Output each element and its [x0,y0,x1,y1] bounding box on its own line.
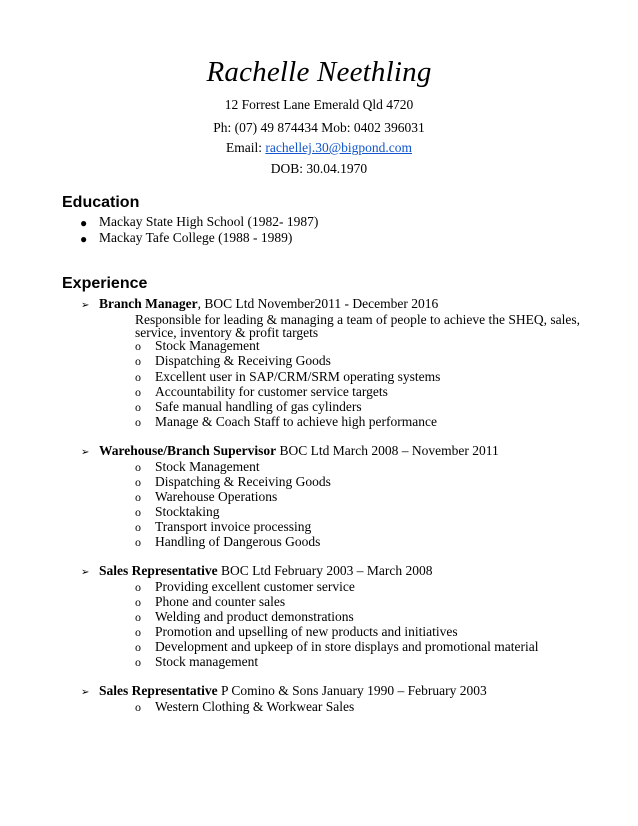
circle-bullet-icon: o [135,655,141,669]
job-bullet: Dispatching & Receiving Goods [155,474,331,489]
circle-bullet-icon: o [135,580,141,594]
circle-bullet-icon: o [135,385,141,399]
job-bullet: Safe manual handling of gas cylinders [155,399,362,414]
job-bullet: Warehouse Operations [155,489,278,504]
candidate-name: Rachelle Neethling [206,56,432,88]
circle-bullet-icon: o [135,475,141,489]
job-bullet: Phone and counter sales [155,594,286,609]
circle-bullet-icon: o [135,490,141,504]
job-details: BOC Ltd March 2008 – November 2011 [276,443,499,458]
address: 12 Forrest Lane Emerald Qld 4720 [224,97,414,112]
phone: Ph: (07) 49 874434 Mob: 0402 396031 [213,120,425,135]
job-bullet: Welding and product demonstrations [155,609,354,624]
job-bullet: Promotion and upselling of new products and initiatives [155,624,458,639]
circle-bullet-icon: o [135,640,141,654]
job-title-line [99,563,432,579]
email-link[interactable]: rachellej.30@bigpond.com [265,140,413,155]
job-bullet: Stock Management [155,338,260,353]
job-bullet: Development and upkeep of in store displays and promotional material [155,639,539,654]
circle-bullet-icon: o [135,520,141,534]
circle-bullet-icon: o [135,460,141,474]
job-details: , BOC Ltd November2011 - December 2016 [197,296,439,311]
circle-bullet-icon: o [135,415,141,429]
arrow-bullet-icon: ➢ [81,687,90,698]
email-line [0,140,638,156]
bullet-dot-icon: ● [80,216,88,230]
job-bullet: Accountability for customer service targets [155,384,388,399]
education-item-text: Mackay Tafe College (1988 - 1989) [99,230,293,245]
job-bullet: Western Clothing & Workwear Sales [155,699,355,714]
job-title-line [99,683,487,699]
circle-bullet-icon: o [135,354,141,368]
job-bullet: Providing excellent customer service [155,579,355,594]
job-bullet: Excellent user in SAP/CRM/SRM operating systems [155,369,441,384]
arrow-bullet-icon: ➢ [81,300,90,311]
job-title-line [99,296,438,312]
circle-bullet-icon: o [135,700,141,714]
job-role: Branch Manager [99,296,198,311]
bullet-dot-icon: ● [80,232,88,246]
job-bullet: Stock management [155,654,259,669]
job-bullet: Dispatching & Receiving Goods [155,353,331,368]
job-details: BOC Ltd February 2003 – March 2008 [217,563,433,578]
dob: DOB: 30.04.1970 [270,161,368,176]
job-bullet: Manage & Coach Staff to achieve high performance [155,414,438,429]
arrow-bullet-icon: ➢ [81,567,90,578]
job-role: Warehouse/Branch Supervisor [99,443,277,458]
circle-bullet-icon: o [135,625,141,639]
job-title-line [99,443,499,459]
circle-bullet-icon: o [135,400,141,414]
education-item-text: Mackay State High School (1982- 1987) [99,214,319,229]
job-bullet: Stocktaking [155,504,220,519]
job-description: service, inventory & profit targets [135,325,319,340]
circle-bullet-icon: o [135,339,141,353]
job-bullet: Handling of Dangerous Goods [155,534,321,549]
job-bullet: Stock Management [155,459,260,474]
job-details: P Comino & Sons January 1990 – February 2003 [217,683,487,698]
email-label: Email: [225,140,266,155]
education-heading: Education [62,194,140,211]
job-role: Sales Representative [99,683,218,698]
job-role: Sales Representative [99,563,218,578]
circle-bullet-icon: o [135,610,141,624]
circle-bullet-icon: o [135,505,141,519]
job-description: Responsible for leading & managing a team of people to achieve the SHEQ, sales, [135,312,580,327]
circle-bullet-icon: o [135,535,141,549]
experience-heading: Experience [62,275,148,292]
job-bullet: Transport invoice processing [155,519,312,534]
arrow-bullet-icon: ➢ [81,447,90,458]
circle-bullet-icon: o [135,595,141,609]
circle-bullet-icon: o [135,370,141,384]
